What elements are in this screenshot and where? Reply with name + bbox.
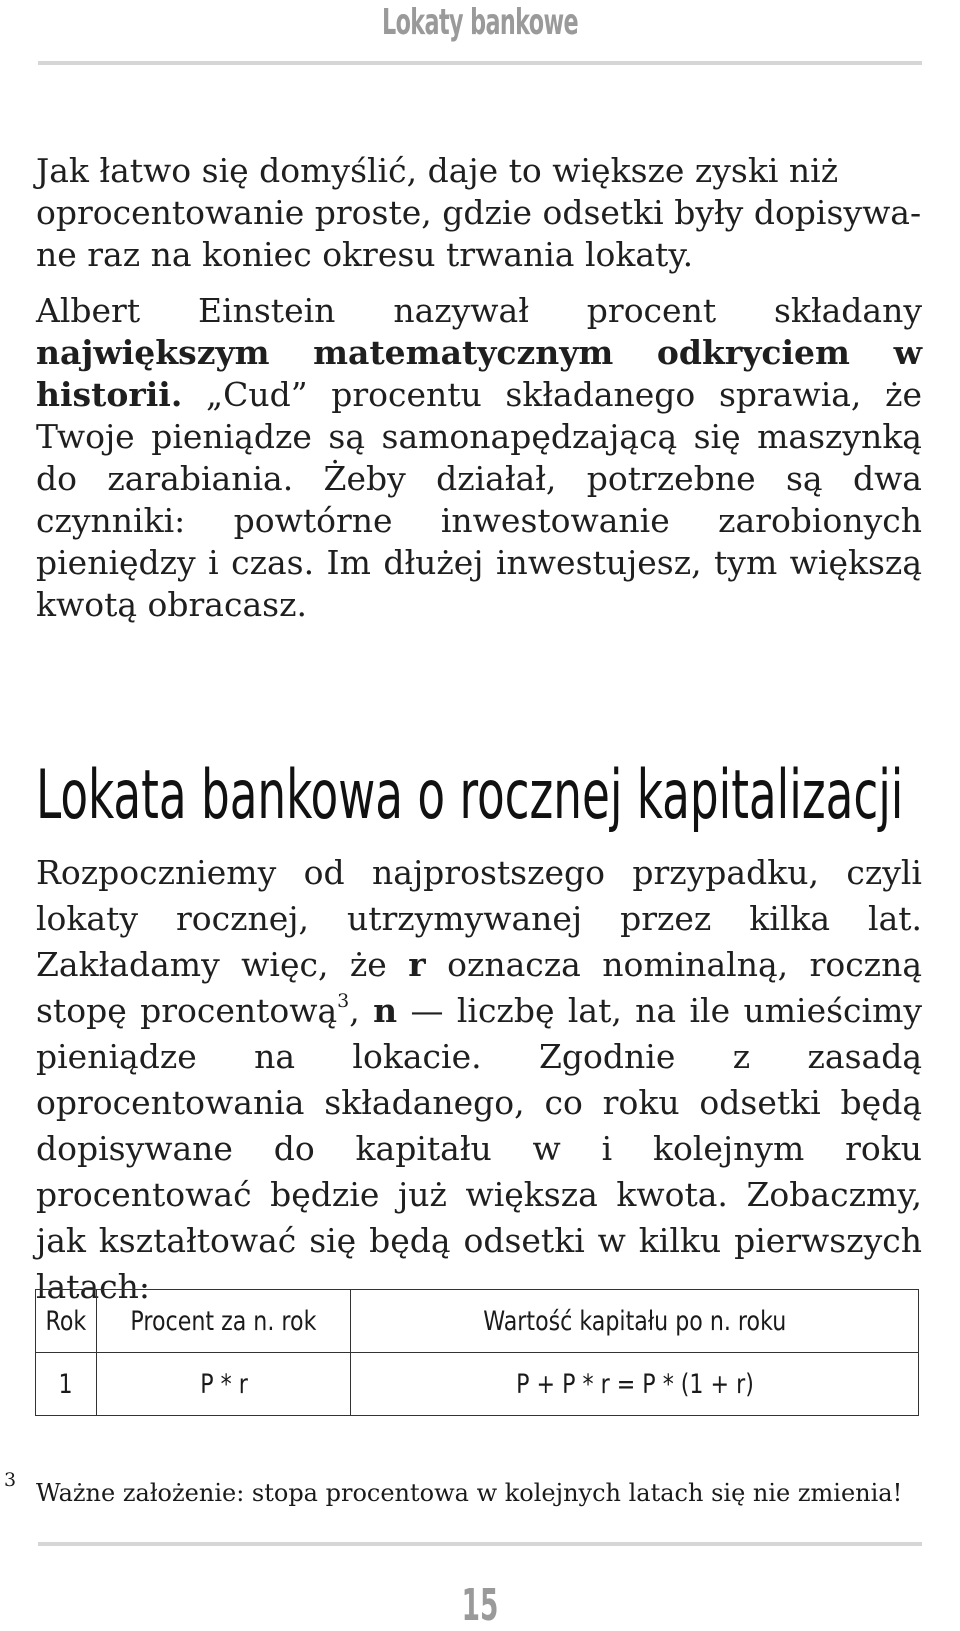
paragraph-3-part-2: oznacza nominalną, roczną stopę procentową bbox=[36, 945, 922, 1030]
paragraph-3-part-4: — liczbę lat, na ile umieścimy pieniądze na lokacie. Zgodnie z zasadą oprocentowania składanego, co roku odsetki będą dopisywane do kapitału w i kolejnym roku procentować będzie już większa kwota. Zobaczmy, jak kształtować się będą odsetki w kilku pierwszych latach: bbox=[36, 991, 923, 1306]
paragraph-2 bbox=[36, 290, 922, 626]
paragraph-2-text-after: „Cud” procentu składanego sprawia, że Twoje pieniądze są samonapędzającą się maszynką do zarabiania. Żeby działał, potrzebne są dwa czynniki: powtórne inwestowanie zarobionych pieniędzy i czas. Im dłużej inwestujesz, tym większą kwotą obracasz. bbox=[36, 375, 922, 624]
paragraph-3-part-3: , bbox=[349, 991, 374, 1030]
paragraph-2-text-before: Albert Einstein nazywał procent składany bbox=[36, 291, 922, 330]
paragraph-1-line-2: oprocentowanie proste, gdzie odsetki były dopisywa- bbox=[36, 193, 922, 232]
paragraph-3-part-1: Rozpoczniemy od najprostszego przypadku, czyli lokaty rocznej, utrzymywanej przez kilka lat. Zakładamy więc, że bbox=[36, 853, 922, 984]
footnote-reference[interactable]: 3 bbox=[337, 990, 350, 1012]
page-number: 15 bbox=[461, 1580, 499, 1631]
variable-n: n bbox=[373, 991, 398, 1030]
table-header-cell: Procent za n. rok bbox=[96, 1290, 351, 1353]
table-header-cell: Wartość kapitału po n. roku bbox=[351, 1290, 919, 1353]
section-heading: Lokata bankowa o rocznej kapitalizacji bbox=[36, 756, 904, 835]
table-cell: P * r bbox=[96, 1353, 351, 1416]
paragraph-2-bold-phrase: największym matematycznym odkryciem w historii. bbox=[36, 333, 922, 414]
paragraph-3 bbox=[36, 850, 922, 1310]
paragraph-1 bbox=[36, 150, 922, 276]
footer-rule bbox=[38, 1542, 922, 1546]
header-rule bbox=[38, 61, 922, 65]
table-header-cell: Rok bbox=[36, 1290, 97, 1353]
footnote-text: Ważne założenie: stopa procentowa w kolejnych latach się nie zmienia! bbox=[36, 1479, 903, 1507]
table-row bbox=[36, 1353, 919, 1416]
capital-table bbox=[35, 1289, 919, 1416]
table-cell: P + P * r = P * (1 + r) bbox=[351, 1353, 919, 1416]
running-header: Lokaty bankowe bbox=[381, 2, 579, 43]
variable-r: r bbox=[408, 945, 426, 984]
table-cell: 1 bbox=[36, 1353, 97, 1416]
paragraph-1-line-1: Jak łatwo się domyślić, daje to większe zyski niż bbox=[36, 151, 839, 190]
footnote-mark: 3 bbox=[4, 1469, 17, 1491]
table-header-row bbox=[36, 1290, 919, 1353]
paragraph-1-line-3: ne raz na koniec okresu trwania lokaty. bbox=[36, 235, 694, 274]
